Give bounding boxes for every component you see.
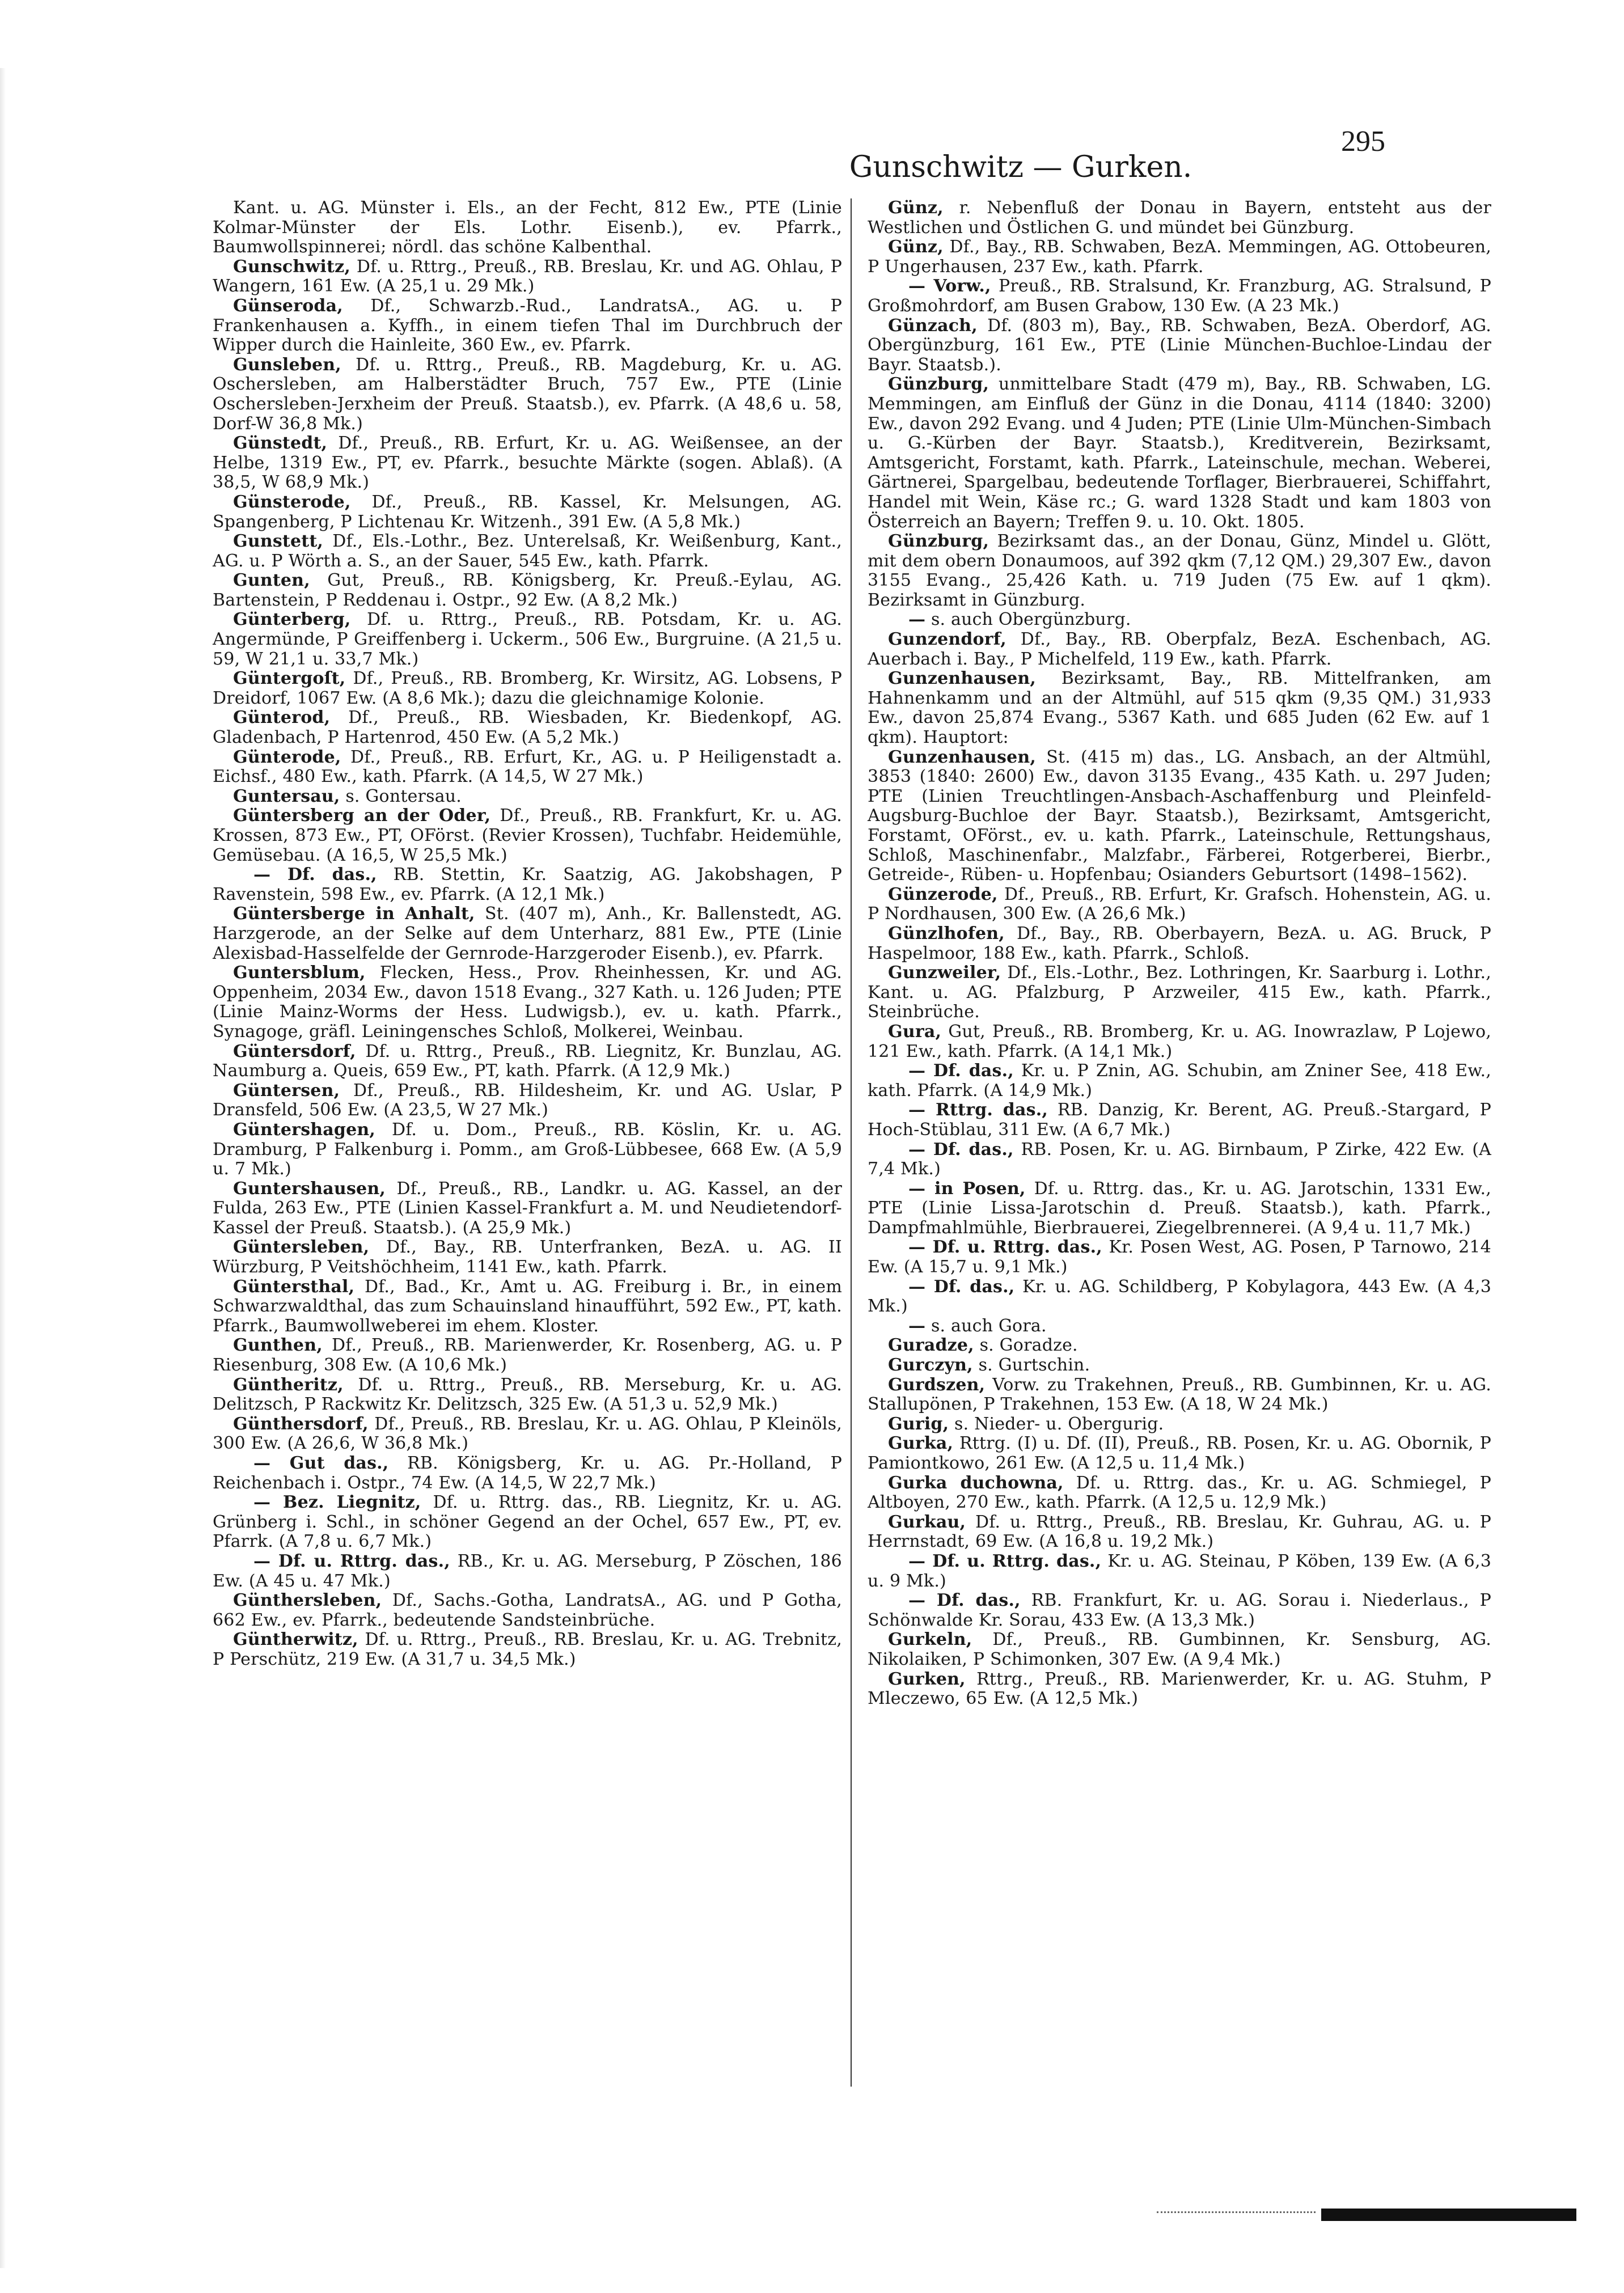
dictionary-entry — [868, 748, 1491, 885]
dictionary-entry — [213, 865, 842, 904]
entry-text: Df. u. Rttrg. das., Kr. u. AG. Schmiegel, P Altboyen, 270 Ew., kath. Pfarrk. (A 12,5 u. 12,9 Mk.) — [868, 1473, 1491, 1513]
page-header: Gunschwitz — Gurken. — [849, 150, 1192, 184]
entry-text: Kr. u. AG. Steinau, P Köben, 139 Ew. (A 6,3 u. 9 Mk.) — [868, 1551, 1491, 1591]
entry-headword: — Df. das., — [908, 1590, 1021, 1611]
entry-headword: Güntersleben, — [233, 1237, 370, 1258]
dictionary-entry — [868, 1317, 1491, 1336]
entry-text: Df., Preuß., RB. Breslau, Kr. u. AG. Ohlau, P Kleinöls, 300 Ew. (A 26,6, W 36,8 Mk.) — [213, 1414, 842, 1454]
dictionary-entry — [868, 375, 1491, 532]
entry-headword: Gurka, — [888, 1433, 954, 1454]
entry-text: Df., Preuß., RB. Erfurt, Kr. Grafsch. Hohenstein, AG. u. P Nordhausen, 300 Ew. (A 26,6 Mk.) — [868, 884, 1491, 924]
dictionary-entry — [868, 1277, 1491, 1317]
entry-text: RB. Frankfurt, Kr. u. AG. Sorau i. Niederlaus., P Schönwalde Kr. Sorau, 433 Ew. (A 13,3 Mk.) — [868, 1590, 1491, 1630]
dictionary-entry — [868, 1101, 1491, 1140]
entry-headword: Gunsleben, — [233, 354, 341, 375]
entry-headword: Gunzenhausen, — [888, 747, 1037, 767]
left-column — [213, 198, 842, 1670]
dictionary-entry — [213, 571, 842, 610]
dictionary-entry — [213, 356, 842, 434]
entry-headword: Gurken, — [888, 1669, 966, 1689]
dictionary-entry — [868, 532, 1491, 610]
entry-text: Df. u. Rttrg., Preuß., RB. Liegnitz, Kr. Bunzlau, AG. Naumburg a. Queis, 659 Ew., PT, kath. Pfarrk. (A 12,9 Mk.) — [213, 1041, 842, 1081]
entry-headword: Günzach, — [888, 315, 978, 336]
dictionary-entry — [868, 1513, 1491, 1552]
entry-headword: Günterod, — [233, 708, 331, 728]
dictionary-entry — [213, 610, 842, 669]
page-bottom-mark-dotted — [1157, 2211, 1316, 2219]
entry-headword: Gurka duchowna, — [888, 1473, 1064, 1493]
entry-text: Rttrg., Preuß., RB. Marienwerder, Kr. u. AG. Stuhm, P Mleczewo, 65 Ew. (A 12,5 Mk.) — [868, 1669, 1491, 1709]
entry-text: s. Nieder- u. Obergurig. — [954, 1414, 1164, 1434]
entry-headword: Güntersen, — [233, 1080, 340, 1101]
entry-headword: — Df. u. Rttrg. das., — [908, 1551, 1102, 1571]
dictionary-entry — [868, 198, 1491, 238]
dictionary-entry — [213, 1042, 842, 1081]
entry-headword: Günzburg, — [888, 531, 989, 552]
entry-text: Df., Els.-Lothr., Bez. Lothringen, Kr. Saarburg i. Lothr., Kant. u. AG. Pfalzburg, P Arzweiler, 415 Ew., kath. Pfarrk., Steinbrüche. — [868, 963, 1491, 1022]
entry-headword: — Df. das., — [253, 865, 377, 885]
dictionary-entry — [868, 669, 1491, 747]
entry-headword: Günzerode, — [888, 884, 998, 904]
entry-text: RB. Königsberg, Kr. u. AG. Pr.-Holland, P Reichenbach i. Ostpr., 74 Ew. (A 14,5, W 22,7 Mk.) — [213, 1453, 842, 1493]
entry-text: Df., Preuß., RB. Erfurt, Kr. u. AG. Weißensee, an der Helbe, 1319 Ew., PT, ev. Pfarrk., besuchte Märkte (sogen. Ablaß). (A 38,5, W 68,9 Mk.) — [213, 433, 842, 493]
entry-text: Df. (803 m), Bay., RB. Schwaben, BezA. Oberdorf, AG. Obergünzburg, 161 Ew., PTE (Linie München-Buchloe-Lindau der Bayr. Staatsb.). — [868, 315, 1491, 375]
dictionary-entry — [213, 708, 842, 747]
entry-text: Df., Preuß., RB. Bromberg, Kr. Wirsitz, AG. Lobsens, P Dreidorf, 1067 Ew. (A 8,6 Mk.); dazu die gleichnamige Kolonie. — [213, 669, 842, 708]
entry-text: RB., Kr. u. AG. Merseburg, P Zöschen, 186 Ew. (A 45 u. 47 Mk.) — [213, 1551, 842, 1591]
entry-headword: Gurkau, — [888, 1512, 966, 1532]
dictionary-entry — [868, 1179, 1491, 1238]
dictionary-entry — [213, 1415, 842, 1454]
entry-text: Vorw. zu Trakehnen, Preuß., RB. Gumbinnen, Kr. u. AG. Stallupönen, P Trakehnen, 153 Ew. (A 18, W 24 Mk.) — [868, 1374, 1491, 1415]
dictionary-entry — [868, 1630, 1491, 1669]
dictionary-entry — [868, 1376, 1491, 1415]
dictionary-entry — [213, 493, 842, 532]
entry-headword: Guradze, — [888, 1335, 974, 1356]
entry-text: Df., Preuß., RB. Erfurt, Kr., AG. u. P Heiligenstadt a. Eichsf., 480 Ew., kath. Pfarrk. (A 14,5, W 27 Mk.) — [213, 747, 842, 787]
entry-headword: — Bez. Liegnitz, — [253, 1492, 421, 1513]
entry-headword: Gunzendorf, — [888, 629, 1006, 650]
entry-text: s. Gontersau. — [345, 786, 462, 806]
entry-headword: — Rttrg. das., — [908, 1100, 1048, 1120]
entry-headword: Gunstett, — [233, 531, 324, 552]
entry-headword: Gurczyn, — [888, 1355, 973, 1376]
entry-headword: Güntersdorf, — [233, 1041, 356, 1061]
entry-text: Gut, Preuß., RB. Königsberg, Kr. Preuß.-Eylau, AG. Bartenstein, P Reddenau i. Ostpr., 92 Ew. (A 8,2 Mk.) — [213, 570, 842, 610]
dictionary-entry — [868, 238, 1491, 277]
entry-headword: Günseroda, — [233, 295, 343, 316]
entry-headword: Günzburg, — [888, 374, 989, 395]
entry-text: Df., Schwarzb.-Rud., LandratsA., AG. u. P Frankenhausen a. Kyffh., in einem tiefen Thal im Durchbruch der Wipper durch die Hainleite, 360 Ew., ev. Pfarrk. — [213, 295, 842, 356]
dictionary-entry — [868, 1022, 1491, 1061]
entry-text: RB. Danzig, Kr. Berent, AG. Preuß.-Stargard, P Hoch-Stüblau, 311 Ew. (A 6,7 Mk.) — [868, 1100, 1491, 1140]
dictionary-entry — [868, 1415, 1491, 1435]
entry-headword: Günterberg, — [233, 610, 351, 630]
entry-headword: Güntershagen, — [233, 1119, 376, 1140]
entry-headword: — Df. das., — [908, 1139, 1014, 1160]
dictionary-entry — [213, 806, 842, 865]
dictionary-entry — [868, 1356, 1491, 1376]
entry-text: r. Nebenfluß der Donau in Bayern, entsteht aus der Westlichen und Östlichen G. und mündet bei Günzburg. — [868, 198, 1491, 238]
dictionary-entry — [213, 1552, 842, 1591]
entry-text: Df. u. Rttrg., Preuß., RB. Breslau, Kr. und AG. Ohlau, P Wangern, 161 Ew. (A 25,1 u. 29 Mk.) — [213, 256, 842, 297]
dictionary-entry — [213, 1336, 842, 1375]
dictionary-entry — [213, 1277, 842, 1336]
entry-text: Preuß., RB. Stralsund, Kr. Franzburg, AG. Stralsund, P Großmohrdorf, am Busen Grabow, 130 Ew. (A 23 Mk.) — [868, 276, 1491, 316]
entry-text: Df., Preuß., RB. Wiesbaden, Kr. Biedenkopf, AG. Gladenbach, P Hartenrod, 450 Ew. (A 5,2 Mk.) — [213, 708, 842, 748]
page-number: 295 — [1341, 125, 1385, 158]
entry-text: Df., Bad., Kr., Amt u. AG. Freiburg i. Br., in einem Schwarzwaldthal, das zum Schauinsland hinaufführt, 592 Ew., PT, kath. Pfarrk., Baumwollweberei im ehem. Kloster. — [213, 1276, 842, 1336]
dictionary-entry — [213, 1493, 842, 1552]
dictionary-entry — [213, 1630, 842, 1669]
entry-text: Flecken, Hess., Prov. Rheinhessen, Kr. und AG. Oppenheim, 2034 Ew., davon 1518 Evang., 327 Kath. u. 126 Juden; PTE (Linie Mainz-Worms der Hess. Ludwigsb.), ev. u. kath. Pfarrk., Synagoge, gräfl. Leiningensches Schloß, Molkerei, Weinbau. — [213, 963, 842, 1042]
dictionary-entry — [213, 1454, 842, 1493]
entry-text: Df., Bay., RB. Oberbayern, BezA. u. AG. Bruck, P Haspelmoor, 188 Ew., kath. Pfarrk., Schloß. — [868, 923, 1491, 963]
entry-text: Df., Sachs.-Gotha, LandratsA., AG. und P Gotha, 662 Ew., ev. Pfarrk., bedeutende Sandsteinbrüche. — [213, 1590, 842, 1630]
dictionary-entry — [868, 316, 1491, 375]
dictionary-entry — [213, 297, 842, 356]
entry-headword: Güntherwitz, — [233, 1630, 358, 1650]
column-divider — [851, 198, 852, 2087]
dictionary-entry — [868, 1238, 1491, 1277]
entry-text: unmittelbare Stadt (479 m), Bay., RB. Schwaben, LG. Memmingen, am Einfluß der Günz in die Donau, 4114 (1840: 3200) Ew., davon 292 Evang. und 4 Juden; PTE (Linie Ulm-München-Simbach u. G.-Kürben der Bayr. Staatsb.), Kreditverein, Bezirksamt, Amtsgericht, Forstamt, kath. Pfarrk., Lateinschule, mechan. Weberei, Gärtnerei, Spargelbau, bedeutende Torflager, Bierbrauerei, Schiffahrt, Handel mit Wein, Käse rc.; G. ward 1328 Stadt und kam 1803 von Österreich an Bayern; Treffen 9. u. 10. Okt. 1805. — [868, 374, 1491, 532]
entry-headword: — Df. u. Rttrg. das., — [908, 1237, 1102, 1258]
dictionary-entry — [213, 257, 842, 297]
dictionary-entry — [868, 277, 1491, 316]
entry-text: St. (415 m) das., LG. Ansbach, an der Altmühl, 3853 (1840: 2600) Ew., davon 3135 Evang., 435 Kath. u. 297 Juden; PTE (Linien Treuchtlingen-Ansbach-Aschaffenburg und Pleinfeld-Augsburg-Buchloe der Bayr. Staatsb.), Bezirksamt, Amtsgericht, Forstamt, OFörst., ev. u. kath. Pfarrk., Lateinschule, Rettungshaus, Schloß, Maschinenfabr., Malzfabr., Färberei, Rotgerberei, Bierbr., Getreide-, Rüben- u. Hopfenbau; Osianders Geburtsort (1498–1562). — [868, 747, 1491, 885]
entry-text: Df., Preuß., RB. Hildesheim, Kr. und AG. Uslar, P Dransfeld, 506 Ew. (A 23,5, W 27 Mk.) — [213, 1080, 842, 1120]
entry-text: s. auch Obergünzburg. — [931, 610, 1131, 630]
page-bottom-mark-bar — [1321, 2209, 1576, 2221]
entry-headword: Günzlhofen, — [888, 923, 1005, 944]
entry-text: Df., Preuß., RB. Kassel, Kr. Melsungen, AG. Spangenberg, P Lichtenau Kr. Witzenh., 391 Ew. (A 5,8 Mk.) — [213, 492, 842, 532]
entry-headword: — Df. das., — [908, 1061, 1014, 1081]
entry-text: Df., Preuß., RB. Frankfurt, Kr. u. AG. Krossen, 873 Ew., PT, OFörst. (Revier Krossen), Tuchfabr. Heidemühle, Gemüsebau. (A 16,5, W 25,5 Mk.) — [213, 806, 842, 865]
entry-headword: Günsterode, — [233, 492, 351, 512]
dictionary-entry — [213, 904, 842, 963]
entry-text: Bezirksamt das., an der Donau, Günz, Mindel u. Glött, mit dem obern Donaumoos, auf 392 qkm (7,12 QM.) 29,307 Ew., davon 3155 Evang., 25,426 Kath. u. 719 Juden (75 Ew. auf 1 qkm). Bezirksamt in Günzburg. — [868, 531, 1491, 610]
entry-text: Df., Preuß., RB. Gumbinnen, Kr. Sensburg, AG. Nikolaiken, P Schimonken, 307 Ew. (A 9,4 Mk.) — [868, 1630, 1491, 1669]
entry-text: Df., Bay., RB. Unterfranken, BezA. u. AG. II Würzburg, P Veitshöchheim, 1141 Ew., kath. Pfarrk. — [213, 1237, 842, 1277]
dictionary-entry — [868, 1591, 1491, 1630]
entry-headword: Güntersberge in Anhalt, — [233, 904, 475, 924]
dictionary-entry — [213, 198, 842, 257]
entry-text: s. auch Gora. — [931, 1315, 1047, 1336]
dictionary-entry — [213, 1120, 842, 1179]
entry-headword: Gunschwitz, — [233, 256, 350, 277]
dictionary-entry — [868, 1061, 1491, 1101]
dictionary-entry — [868, 630, 1491, 669]
entry-headword: — in Posen, — [908, 1178, 1026, 1199]
dictionary-entry — [213, 669, 842, 708]
entry-headword: Guntershausen, — [233, 1178, 386, 1199]
dictionary-entry — [213, 434, 842, 493]
entry-headword: Gunten, — [233, 570, 310, 591]
entry-headword: — Vorw., — [908, 276, 991, 297]
entry-text: RB. Stettin, Kr. Saatzig, AG. Jakobshagen, P Ravenstein, 598 Ew., ev. Pfarrk. (A 12,1 Mk.) — [213, 865, 842, 904]
entry-text: Kr. u. P Znin, AG. Schubin, am Zniner See, 418 Ew., kath. Pfarrk. (A 14,9 Mk.) — [868, 1061, 1492, 1101]
entry-text: Df. u. Rttrg., Preuß., RB. Merseburg, Kr. u. AG. Delitzsch, P Rackwitz Kr. Delitzsch, 325 Ew. (A 51,3 u. 52,9 Mk.) — [213, 1374, 842, 1415]
entry-text: s. Goradze. — [979, 1335, 1078, 1356]
entry-text: Df. u. Rttrg., Preuß., RB. Breslau, Kr. Guhrau, AG. u. P Herrnstadt, 69 Ew. (A 16,8 u. 19,2 Mk.) — [868, 1512, 1491, 1552]
dictionary-entry — [213, 1376, 842, 1415]
entry-text: s. Gurtschin. — [978, 1355, 1090, 1376]
entry-headword: — Df. u. Rttrg. das., — [253, 1551, 450, 1571]
dictionary-entry — [213, 748, 842, 787]
entry-text: Gut, Preuß., RB. Bromberg, Kr. u. AG. Inowrazlaw, P Lojewo, 121 Ew., kath. Pfarrk. (A 14,1 Mk.) — [868, 1021, 1491, 1061]
entry-headword: — — [908, 610, 926, 630]
entry-text: Df., Bay., RB. Schwaben, BezA. Memmingen, AG. Ottobeuren, P Ungerhausen, 237 Ew., kath. Pfarrk. — [868, 237, 1491, 277]
dictionary-entry — [868, 924, 1491, 963]
dictionary-entry — [213, 1179, 842, 1238]
dictionary-entry — [213, 963, 842, 1042]
entry-headword: Gurdszen, — [888, 1374, 986, 1395]
entry-headword: Guntersblum, — [233, 963, 366, 983]
dictionary-entry — [868, 1140, 1491, 1179]
entry-text: Df., Preuß., RB., Landkr. u. AG. Kassel, an der Fulda, 263 Ew., PTE (Linien Kassel-Frankfurt a. M. und Neudietendorf-Kassel der Preuß. Staatsb.). (A 25,9 Mk.) — [213, 1178, 842, 1238]
entry-headword: Günthersdorf, — [233, 1414, 369, 1434]
entry-headword: Günstedt, — [233, 433, 328, 454]
entry-text: Df. u. Rttrg., Preuß., RB. Magdeburg, Kr. u. AG. Oschersleben, am Halberstädter Bruch, 757 Ew., PTE (Linie Oschersleben-Jerxheim der Preuß. Staatsb.), ev. Pfarrk. (A 48,6 u. 58, Dorf-W 36,8 Mk.) — [213, 354, 842, 434]
entry-headword: Günz, — [888, 237, 944, 257]
entry-text: RB. Posen, Kr. u. AG. Birnbaum, P Zirke, 422 Ew. (A 7,4 Mk.) — [868, 1139, 1491, 1179]
entry-text: Df. u. Rttrg., Preuß., RB. Breslau, Kr. u. AG. Trebnitz, P Perschütz, 219 Ew. (A 31,7 u. 34,5 Mk.) — [213, 1630, 842, 1669]
dictionary-entry — [868, 610, 1491, 630]
entry-headword: Gurkeln, — [888, 1630, 972, 1650]
entry-text: Kr. Posen West, AG. Posen, P Tarnowo, 214 Ew. (A 15,7 u. 9,1 Mk.) — [868, 1237, 1491, 1277]
entry-text: Df. u. Rttrg., Preuß., RB. Potsdam, Kr. u. AG. Angermünde, P Greiffenberg i. Uckerm., 506 Ew., Burgruine. (A 21,5 u. 59, W 21,1 u. 33,7 Mk.) — [213, 610, 842, 669]
entry-text: Df., Els.-Lothr., Bez. Unterelsaß, Kr. Weißenburg, Kant., AG. u. P Wörth a. S., an der Sauer, 545 Ew., kath. Pfarrk. — [213, 531, 842, 571]
entry-headword: Güntersberg an der Oder, — [233, 806, 491, 826]
entry-text: Df., Preuß., RB. Marienwerder, Kr. Rosenberg, AG. u. P Riesenburg, 308 Ew. (A 10,6 Mk.) — [213, 1335, 842, 1376]
right-column — [868, 198, 1491, 1709]
entry-headword: Günz, — [888, 198, 944, 218]
entry-headword: — — [908, 1315, 926, 1336]
dictionary-entry — [868, 1474, 1491, 1513]
entry-headword: — Df. das., — [908, 1276, 1015, 1297]
entry-text: Kr. u. AG. Schildberg, P Kobylagora, 443 Ew. (A 4,3 Mk.) — [868, 1276, 1491, 1317]
entry-headword: Gurig, — [888, 1414, 949, 1434]
dictionary-entry — [213, 532, 842, 571]
entry-headword: Gura, — [888, 1021, 942, 1042]
entry-text: Df. u. Rttrg. das., Kr. u. AG. Jarotschin, 1331 Ew., PTE (Linie Lissa-Jarotschin d. Preuß. Staatsb.), kath. Pfarrk., Dampfmahlmühle, Bierbrauerei, Ziegelbrennerei. (A 9,4 u. 11,7 Mk.) — [868, 1178, 1491, 1238]
entry-headword: Guntersau, — [233, 786, 340, 806]
entry-text: Bezirksamt, Bay., RB. Mittelfranken, am Hahnenkamm und an der Altmühl, auf 515 qkm (9,35 QM.) 31,933 Ew., davon 25,874 Evang., 5367 Kath. und 685 Juden (62 Ew. auf 1 qkm). Hauptort: — [868, 669, 1491, 748]
entry-headword: Güntheritz, — [233, 1374, 344, 1395]
entry-headword: Güntergoſt, — [233, 669, 346, 689]
entry-headword: Gunzenhausen, — [888, 669, 1037, 689]
dictionary-entry — [213, 787, 842, 807]
dictionary-entry — [868, 1552, 1491, 1591]
entry-headword: Gunthen, — [233, 1335, 323, 1356]
dictionary-entry — [868, 1336, 1491, 1356]
entry-text: Kant. u. AG. Münster i. Els., an der Fecht, 812 Ew., PTE (Linie Kolmar-Münster der Els. Lothr. Eisenb.), ev. Pfarrk., Baumwollspinnerei; nördl. das schöne Kalbenthal. — [213, 198, 842, 257]
dictionary-entry — [868, 963, 1491, 1022]
entry-text: St. (407 m), Anh., Kr. Ballenstedt, AG. Harzgerode, an der Selke auf dem Unterharz, 881 Ew., PTE (Linie Alexisbad-Hasselfelde der Gernrode-Harzgeroder Eisenb.), ev. Pfarrk. — [213, 904, 842, 963]
dictionary-entry — [213, 1238, 842, 1277]
dictionary-entry — [213, 1591, 842, 1630]
entry-headword: Günterode, — [233, 747, 341, 767]
entry-text: Df. u. Rttrg. das., RB. Liegnitz, Kr. u. AG. Grünberg i. Schl., in schöner Gegend an der Ochel, 657 Ew., PT, ev. Pfarrk. (A 7,8 u. 6,7 Mk.) — [213, 1492, 842, 1552]
entry-headword: Günthersleben, — [233, 1590, 382, 1611]
entry-headword: — Gut das., — [253, 1453, 389, 1473]
entry-text: Df. u. Dom., Preuß., RB. Köslin, Kr. u. AG. Dramburg, P Falkenburg i. Pomm., am Groß-Lübbesee, 668 Ew. (A 5,9 u. 7 Mk.) — [213, 1119, 842, 1179]
entry-headword: Gunzweiler, — [888, 963, 1001, 983]
dictionary-entry — [868, 1670, 1491, 1709]
entry-text: Df., Bay., RB. Oberpfalz, BezA. Eschenbach, AG. Auerbach i. Bay., P Michelfeld, 119 Ew., kath. Pfarrk. — [868, 629, 1491, 669]
dictionary-entry — [213, 1081, 842, 1120]
entry-headword: Güntersthal, — [233, 1276, 355, 1297]
page-binding-edge — [0, 68, 6, 2268]
entry-text: Rttrg. (I) u. Df. (II), Preuß., RB. Posen, Kr. u. AG. Obornik, P Pamiontkowo, 261 Ew. (A 12,5 u. 11,4 Mk.) — [868, 1433, 1491, 1473]
dictionary-entry — [868, 885, 1491, 924]
dictionary-entry — [868, 1434, 1491, 1473]
